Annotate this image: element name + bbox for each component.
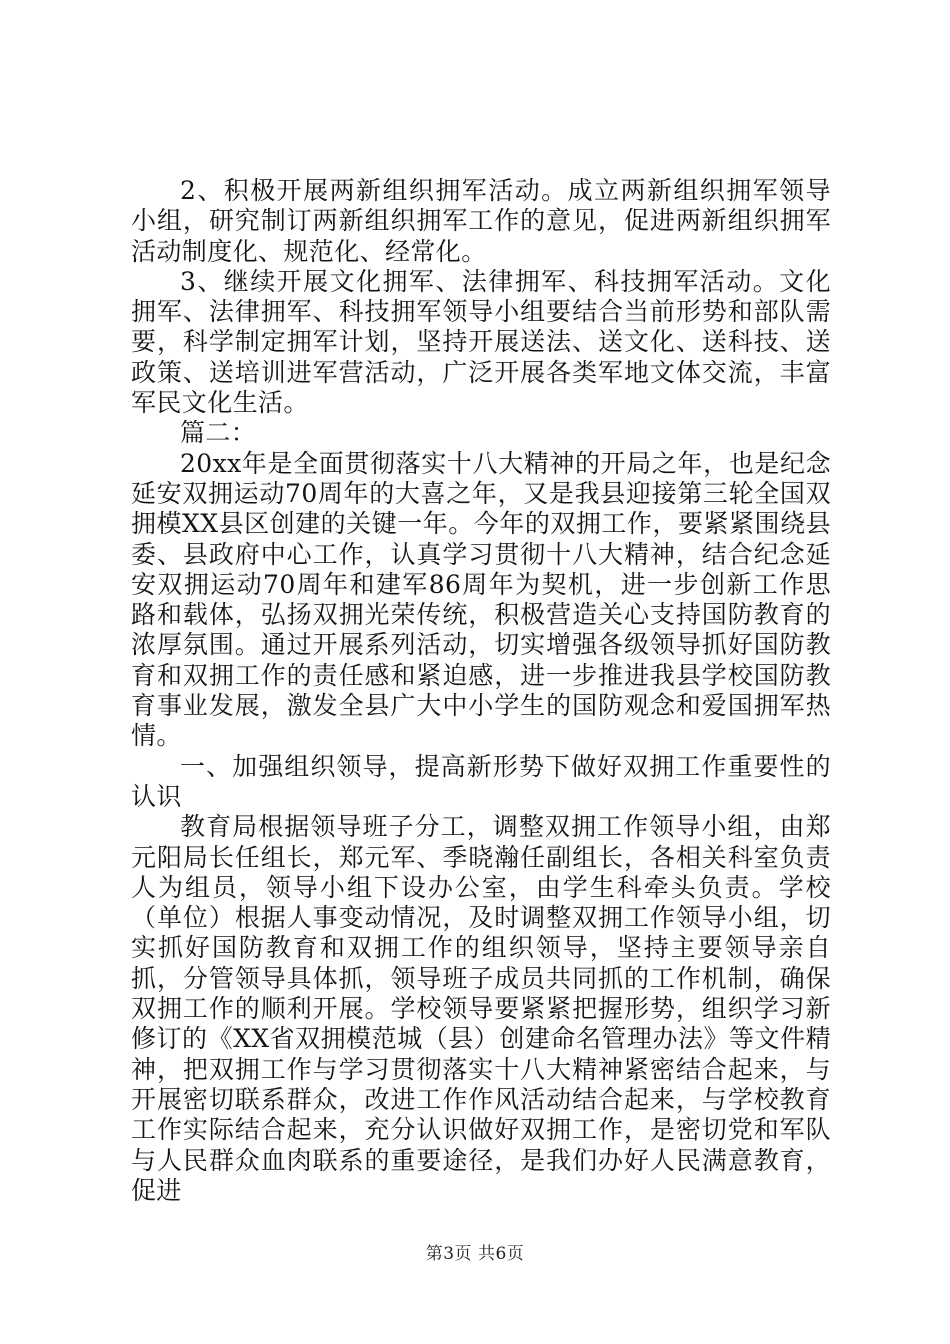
section-label: 篇二： bbox=[180, 418, 257, 448]
section-heading: 一、加强组织领导，提高新形势下做好双拥工作重要性的认识 bbox=[131, 751, 831, 811]
page-footer: 第3页 共6页 bbox=[425, 1244, 525, 1264]
intro-paragraph: 20xx年是全面贯彻落实十八大精神的开局之年，也是纪念延安双拥运动70周年的大喜之年，又是我县迎接第三轮全国双拥模XX县区创建的关键一年。今年的双拥工作，要紧紧围绕县委、县政府中心工作，认真学习贯彻十八大精神，结合纪念延安双拥运动70周年和建军86周年为契机，进一步创新工作思路和载体，弘扬双拥光荣传统，积极营造关心支持国防教育的浓厚氛围。通过开展系列活动，切实增强各级领导抓好国防教育和双拥工作的责任感和紧迫感，进一步推进我县学校国防教育事业发展，激发全县广大中小学生的国防观念和爱国拥军热情。 bbox=[131, 448, 831, 751]
body-paragraph: 教育局根据领导班子分工，调整双拥工作领导小组，由郑元阳局长任组长，郑元军、季晓瀚任副组长，各相关科室负责人为组员，领导小组下设办公室，由学生科牵头负责。学校（单位）根据人事变动情况，及时调整双拥工作领导小组，切实抓好国防教育和双拥工作的组织领导，坚持主要领导亲自抓，分管领导具体抓，领导班子成员共同抓的工作机制，确保双拥工作的顺利开展。学校领导要紧紧把握形势，组织学习新修订的《XX省双拥模范城（县）创建命名管理办法》等文件精神，把双拥工作与学习贯彻落实十八大精神紧密结合起来，与开展密切联系群众，改进工作作风活动结合起来，与学校教育工作实际结合起来，充分认识做好双拥工作，是密切党和军队与人民群众血肉联系的重要途径，是我们办好人民满意教育，促进 bbox=[131, 812, 831, 1205]
paragraph-item-2: 2、积极开展两新组织拥军活动。成立两新组织拥军领导小组，研究制订两新组织拥军工作的意见，促进两新组织拥军活动制度化、规范化、经常化。 bbox=[131, 176, 831, 266]
document-body bbox=[131, 176, 831, 1206]
paragraph-item-3: 3、继续开展文化拥军、法律拥军、科技拥军活动。文化拥军、法律拥军、科技拥军领导小组要结合当前形势和部队需要，科学制定拥军计划，坚持开展送法、送文化、送科技、送政策、送培训进军营活动，广泛开展各类军地文体交流，丰富军民文化生活。 bbox=[131, 266, 831, 418]
